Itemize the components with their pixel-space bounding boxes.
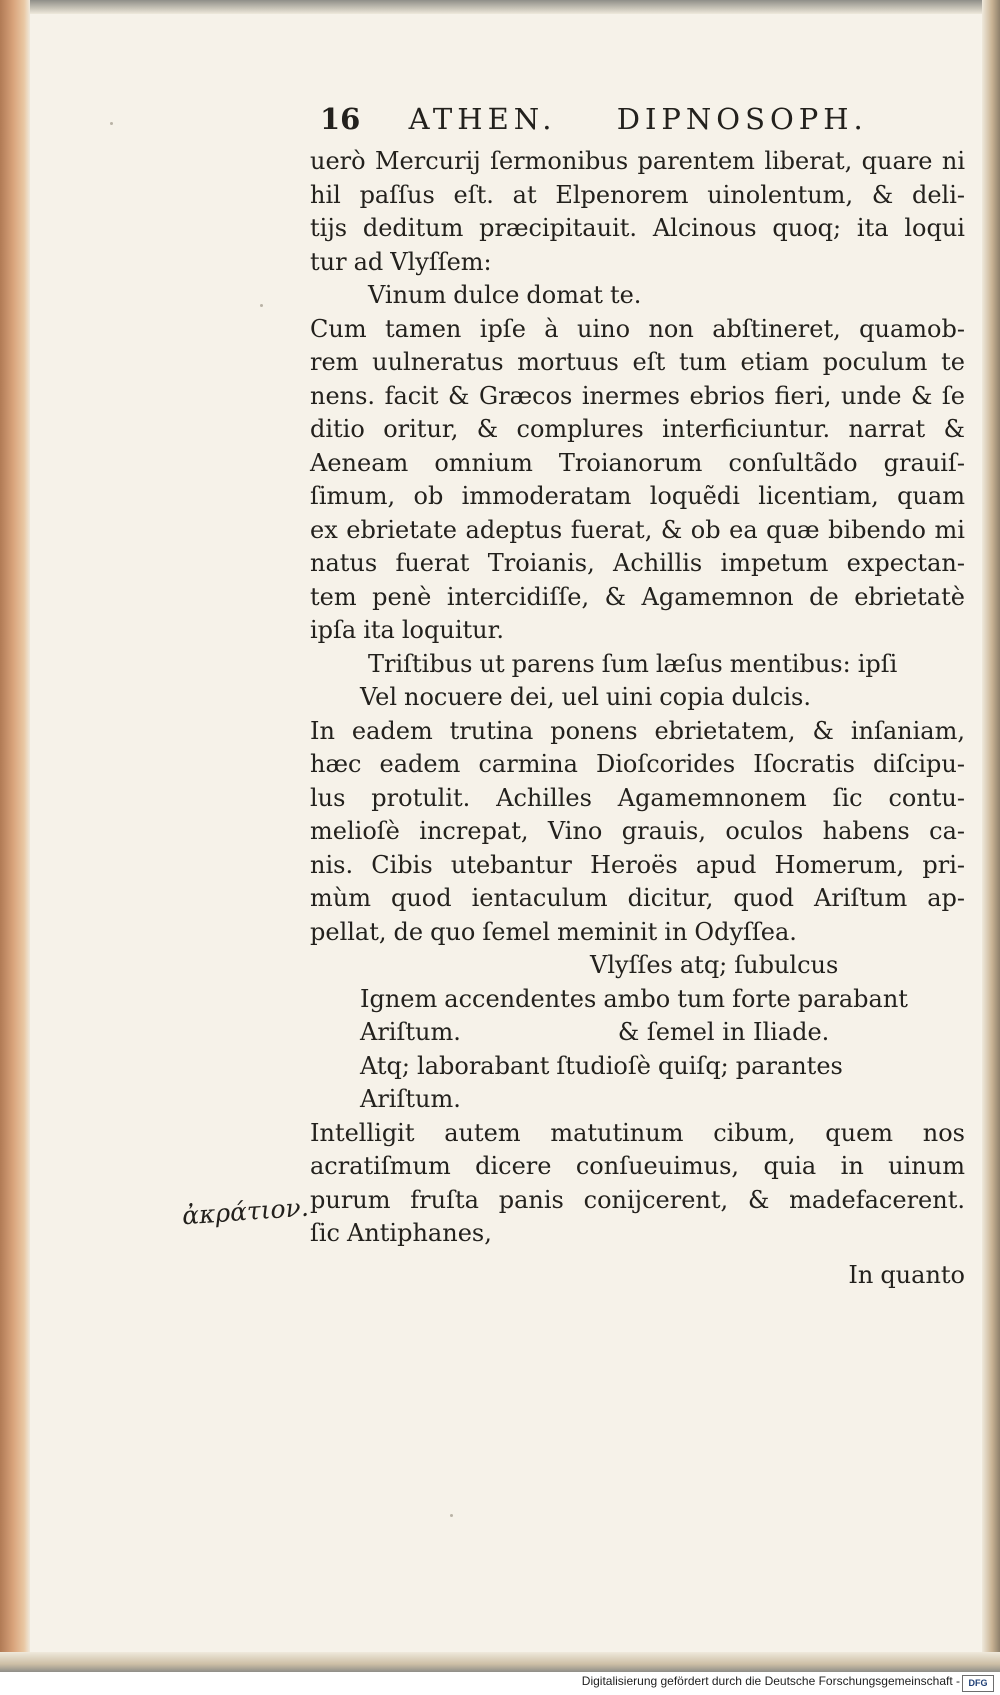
- running-head-title: ATHEN.: [408, 102, 557, 136]
- verse-fragment: & ſemel in Iliade.: [617, 1018, 830, 1046]
- text-line: In eadem trutina ponens ebrietatem, & inſaniam,: [310, 716, 965, 745]
- running-head-subtitle: DIPNOSOPH.: [616, 102, 868, 136]
- text-line: lus protulit. Achilles Agamemnonem ſic contu-: [310, 783, 965, 812]
- footer-credit: Digitalisierung gefördert durch die Deutsche Forschungsgemeinschaft -: [581, 1674, 960, 1688]
- verse-line: Triſtibus ut parens ſum læſus mentibus: ipſi: [368, 649, 898, 678]
- text-line: uerò Mercurij ſermonibus parentem liberat, quare ni: [310, 147, 965, 175]
- text-line: mùm quod ientaculum dicitur, quod Ariſtum ap-: [310, 884, 965, 912]
- text-line: nens. facit & Græcos inermes ebrios fieri, unde & ſe: [310, 381, 965, 410]
- verse-line: Ignem accendentes ambo tum forte parabant: [360, 984, 908, 1013]
- verse-line-split: [310, 1016, 965, 1050]
- verse-fragment: Ariſtum.: [360, 1018, 461, 1046]
- running-head: [320, 102, 868, 136]
- book-binding: [0, 0, 30, 1672]
- text-line: tem penè intercidiſſe, & Agamemnon de ebrietatè: [310, 582, 965, 611]
- text-line: tur ad Vlyſſem:: [310, 247, 492, 276]
- book-top-edge: [0, 0, 1000, 14]
- text-line: ſic Antiphanes,: [310, 1219, 492, 1247]
- text-line: nis. Cibis utebantur Heroës apud Homerum, pri-: [310, 850, 965, 879]
- text-block: [310, 145, 965, 1292]
- text-line: Intelligit autem matutinum cibum, quem nos: [310, 1118, 965, 1147]
- text-line: rem uulneratus mortuus eſt tum etiam poculum te: [310, 348, 965, 376]
- verse-line: Ariſtum.: [360, 1085, 461, 1113]
- text-line: ipſa ita loquitur.: [310, 616, 505, 644]
- verse-line: Atq; laborabant ſtudioſè quiſq; parantes: [360, 1051, 843, 1080]
- margin-note: ἀκράτιον.: [181, 1192, 310, 1231]
- text-line: melioſè increpat, Vino grauis, oculos habens ca-: [310, 817, 965, 845]
- text-line: ſimum, ob immoderatam loquẽdi licentiam, quam: [310, 482, 965, 510]
- text-line: hil paſſus eſt. at Elpenorem uinolentum, & deli-: [310, 180, 965, 209]
- verse-line: Vlyſſes atq; ſubulcus: [590, 951, 839, 979]
- text-line: Cum tamen ipſe à uino non abſtineret, quamob-: [310, 314, 965, 343]
- verse-line: Vel nocuere dei, uel uini copia dulcis.: [360, 683, 811, 711]
- book-right-edge: [982, 0, 1000, 1672]
- verse-line: Vinum dulce domat te.: [368, 281, 642, 309]
- footer-bar: [0, 1672, 1000, 1695]
- text-line: natus fuerat Troianis, Achillis impetum expectan-: [310, 549, 965, 577]
- text-line: ex ebrietate adeptus fuerat, & ob ea quæ bibendo mi: [310, 515, 965, 544]
- catchword: In quanto: [848, 1260, 965, 1289]
- text-line: purum fruſta panis conijcerent, & madefacerent.: [310, 1185, 965, 1214]
- book-bottom-edge: [0, 1652, 1000, 1672]
- text-line: ditio oritur, & complures interficiuntur. narrat &: [310, 415, 965, 443]
- text-line: pellat, de quo ſemel meminit in Odyſſea.: [310, 917, 797, 946]
- page-number: 16: [320, 102, 361, 136]
- text-line: Aeneam omnium Troianorum conſultãdo grauiſ-: [310, 448, 965, 477]
- text-line: acratiſmum dicere conſueuimus, quia in uinum: [310, 1152, 965, 1180]
- text-line: tijs deditum præcipitauit. Alcinous quoq; ita loqui: [310, 214, 965, 242]
- dfg-logo-icon: DFG: [962, 1675, 994, 1692]
- text-line: hæc eadem carmina Dioſcorides Iſocratis diſcipu-: [310, 750, 965, 778]
